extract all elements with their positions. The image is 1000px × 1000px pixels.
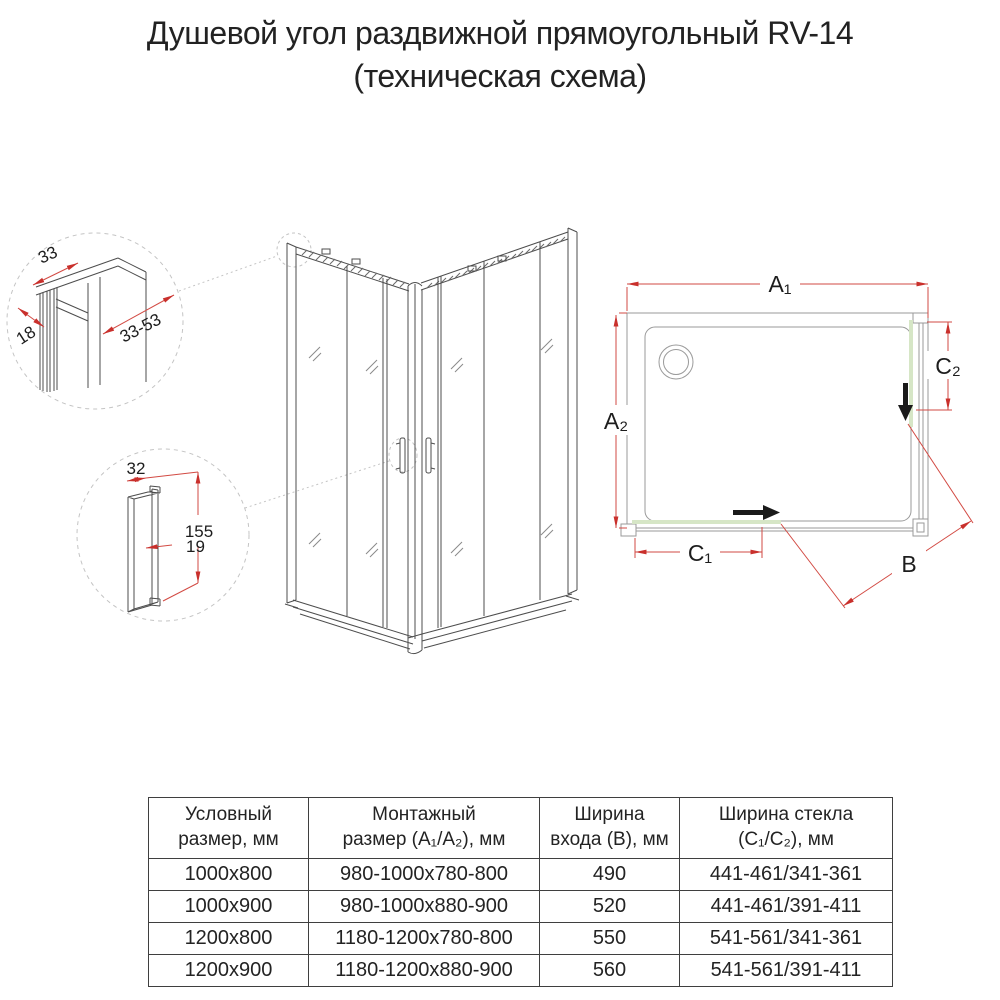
col-header-entry-width — [540, 798, 680, 859]
dim-line-32 — [127, 478, 146, 481]
cell-nominal: 1200x900 — [149, 955, 309, 987]
header-line: размер, мм — [178, 829, 279, 850]
slide-right-arrow-icon — [733, 505, 780, 520]
tray-inner-outline — [645, 327, 911, 521]
leader-profile — [179, 256, 277, 291]
detail-circle-handle-outline — [77, 449, 249, 621]
cell-mounting: 980-1000x780-800 — [309, 859, 540, 891]
detail-leaders — [7, 233, 417, 621]
cell-glass: 541-561/341-361 — [680, 923, 893, 955]
cell-entry: 520 — [540, 891, 680, 923]
dim-line-19 — [146, 545, 172, 548]
dim-ext-b — [781, 424, 973, 608]
right-wall-profile — [566, 228, 579, 600]
shower-3d-view — [285, 228, 579, 654]
handle-detail-sketch — [128, 486, 160, 612]
table-row — [149, 859, 893, 891]
rail-hatch-left — [302, 250, 405, 287]
dim-label-33-53: 33-53 — [116, 309, 165, 347]
plan-view — [621, 313, 928, 536]
right-door-handle — [426, 438, 431, 473]
dim-label-33: 33 — [35, 242, 61, 268]
header-line: Ширина — [574, 804, 645, 826]
dim-label-32: 32 — [126, 459, 146, 478]
dim-label-a1: A₁ — [768, 271, 792, 297]
dim-ext-32-155 — [146, 472, 198, 478]
corner-post — [408, 283, 422, 654]
left-door-handle — [400, 438, 405, 473]
cell-nominal: 1200x800 — [149, 923, 309, 955]
size-table-header — [149, 798, 893, 859]
col-header-glass-width — [680, 798, 893, 859]
leader-handle — [245, 461, 389, 508]
drain-icon-inner — [664, 350, 689, 375]
dim-label-c2: C₂ — [935, 353, 961, 379]
bottom-rails — [293, 594, 572, 649]
dim-label-19: 19 — [186, 537, 205, 556]
title-line2: (техническая схема) — [353, 58, 647, 95]
header-line: Условный — [184, 804, 273, 826]
cell-nominal: 1000x900 — [149, 891, 309, 923]
dim-line-33 — [33, 263, 78, 285]
cell-glass: 441-461/341-361 — [680, 859, 893, 891]
col-header-mounting-size — [309, 798, 540, 859]
header-line: Монтажный — [372, 804, 476, 826]
header-line: входа (B), мм — [550, 829, 669, 850]
plan-corner-block-right — [913, 519, 928, 536]
dim-label-c1: C₁ — [687, 540, 713, 566]
dim-label-18: 18 — [12, 322, 40, 349]
dim-label-b: B — [901, 551, 917, 577]
handle-callout-circle — [389, 438, 417, 472]
plan-slide-arrows — [733, 383, 913, 520]
cell-entry: 550 — [540, 923, 680, 955]
plan-glass — [632, 320, 911, 522]
table-row — [149, 923, 893, 955]
cell-nominal: 1000x800 — [149, 859, 309, 891]
plan-corner-block-left — [621, 524, 636, 536]
dim-label-155: 155 — [184, 522, 214, 541]
left-wall-glass-edges — [347, 266, 387, 628]
header-line: (C₁/C₂), мм — [738, 829, 834, 850]
cell-entry: 560 — [540, 955, 680, 987]
drain-icon — [659, 345, 693, 379]
cell-mounting: 1180-1200x780-800 — [309, 923, 540, 955]
col-header-nominal-size — [149, 798, 309, 859]
table-row — [149, 955, 893, 987]
right-wall-glass-edges — [438, 242, 540, 628]
header-line: размер (A₁/A₂), мм — [342, 829, 506, 850]
cell-mounting: 980-1000x880-900 — [309, 891, 540, 923]
title-line1: Душевой угол раздвижной прямоугольный RV-14 — [146, 15, 854, 51]
table-row — [149, 891, 893, 923]
dim-label-a2: A₂ — [603, 408, 629, 434]
plan-corner-block-top — [913, 313, 928, 323]
left-wall-profile — [285, 243, 298, 608]
header-line: Ширина стекла — [718, 804, 854, 826]
size-table — [148, 797, 893, 987]
dim-ext-155 — [163, 583, 198, 601]
cell-entry: 490 — [540, 859, 680, 891]
cell-glass: 541-561/391-411 — [680, 955, 893, 987]
cell-glass: 441-461/391-411 — [680, 891, 893, 923]
cell-mounting: 1180-1200x880-900 — [309, 955, 540, 987]
door-rollers — [322, 249, 506, 271]
